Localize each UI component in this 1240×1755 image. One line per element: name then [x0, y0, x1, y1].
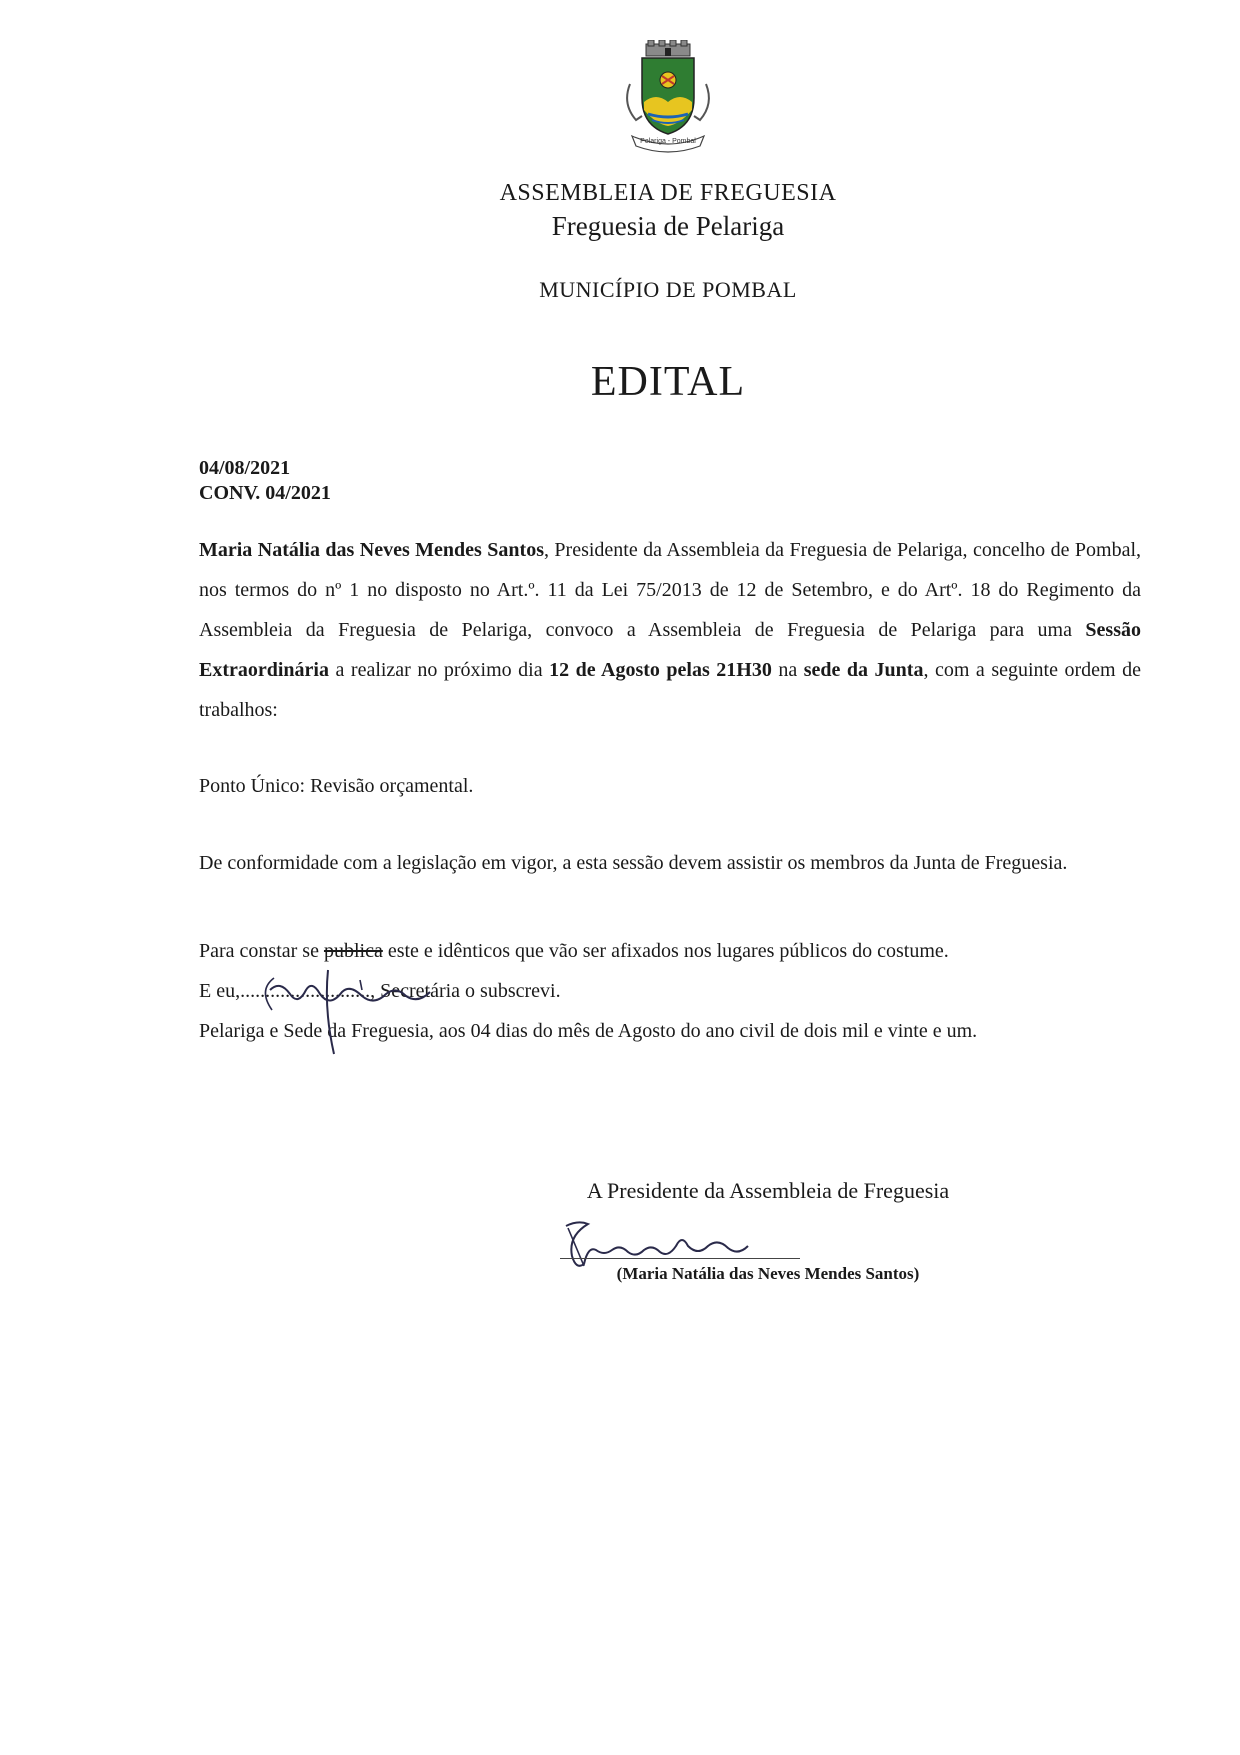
president-name: Maria Natália das Neves Mendes Santos: [199, 539, 544, 561]
signatory-title: A Presidente da Assembleia de Freguesia: [586, 1178, 950, 1203]
struck-word: publica: [323, 940, 383, 962]
signature-line: [560, 1258, 800, 1259]
session-datetime: 12 de Agosto pelas 21H30: [549, 659, 772, 681]
agenda-item: Ponto Único: Revisão orçamental.: [199, 775, 474, 797]
secretary-line: E eu,.........................., Secretária o subscrevi.: [199, 980, 561, 1002]
crest-motto: Pelariga - Pombal: [640, 138, 696, 145]
municipality-heading: MUNICÍPIO DE POMBAL: [539, 277, 797, 302]
session-type: Sessão Extraordinária: [199, 619, 1141, 681]
assembly-heading: ASSEMBLEIA DE FREGUESIA: [499, 180, 837, 206]
document-date: 04/08/2021: [199, 457, 291, 479]
signatory-name: (Maria Natália das Neves Mendes Santos): [616, 1264, 920, 1283]
place-date-paragraph: Pelariga e Sede da Freguesia, aos 04 dias do mês de Agosto do ano civil de dois mil e vinte e um.: [199, 1020, 978, 1042]
publication-paragraph: Para constar se publica este e idênticos que vão ser afixados nos lugares públicos do costume.: [199, 940, 949, 962]
convocation-paragraph: Maria Natália das Neves Mendes Santos, Presidente da Assembleia da Freguesia de Pelariga, concelho de Pombal, nos termos do nº 1 no disposto no Art.º. 11 da Lei 75/2013 de 12 de Setembro, e do Artº. 18 do Regimento da Assembleia da Freguesia de Pelariga, convoco a Assembleia de Freguesia de Pelariga para uma Sessão Extraordinária a realizar no próximo dia 12 de Agosto pelas 21H30 na sede da Junta, com a seguinte ordem de trabalhos:: [199, 539, 1142, 721]
parish-heading: Freguesia de Pelariga: [551, 211, 785, 241]
session-location: sede da Junta: [803, 659, 924, 681]
conformity-paragraph: De conformidade com a legislação em vigor, a esta sessão devem assistir os membros da Junta de Freguesia.: [199, 852, 1068, 874]
convocation-number: CONV. 04/2021: [199, 482, 331, 504]
document-title: EDITAL: [590, 359, 746, 405]
secretary-signature-icon: [250, 950, 460, 1060]
